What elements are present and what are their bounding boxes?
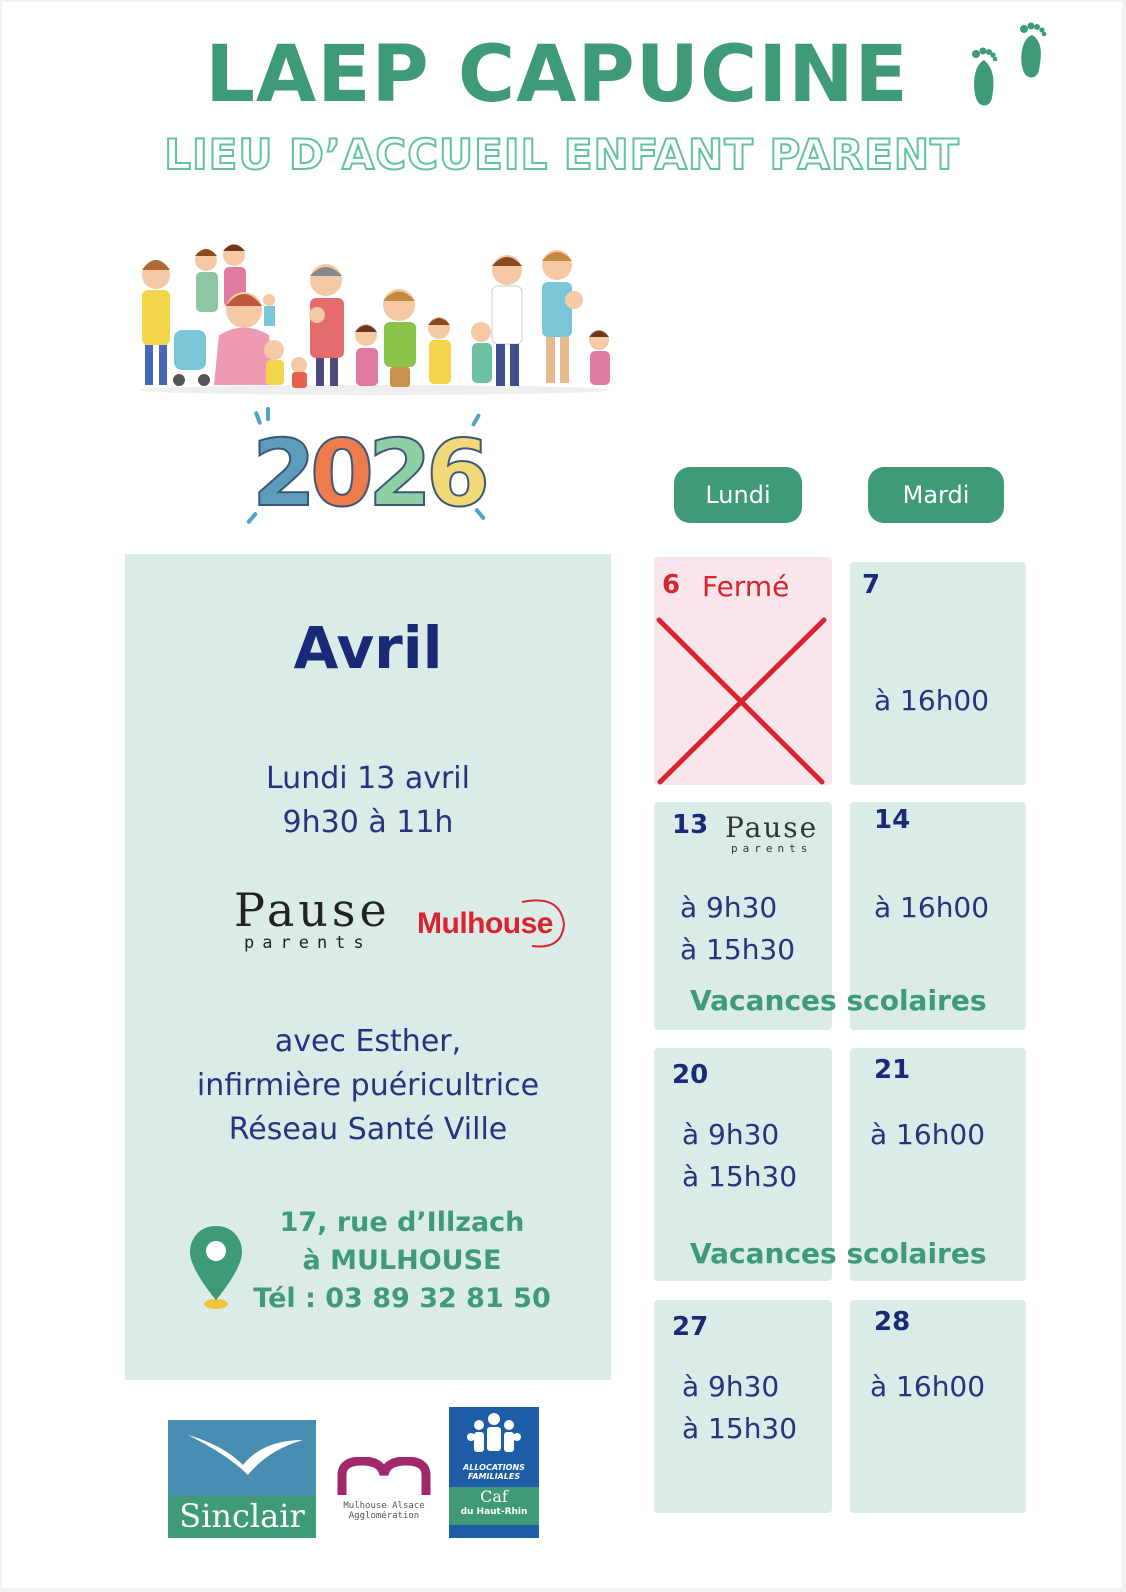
poster xyxy=(2,2,1122,1588)
year-digit-1: 2 xyxy=(252,420,311,527)
session-time: à 16h00 xyxy=(874,891,990,924)
caf-line3: Caf xyxy=(480,1487,508,1506)
poster-subtitle: LIEU D’ACCUEIL ENFANT PARENT xyxy=(164,130,960,179)
session-time: à 15h30 xyxy=(682,1160,798,1193)
school-holidays-note: Vacances scolaires xyxy=(690,1237,987,1270)
session-time: à 15h30 xyxy=(682,1412,798,1445)
seagull-icon xyxy=(168,1420,316,1490)
year-graphic xyxy=(242,407,492,532)
year-digit-2: 0 xyxy=(310,420,369,527)
mulhouse-logo: Mulhouse xyxy=(417,907,553,940)
closed-label: Fermé xyxy=(702,570,790,603)
sinclair-logo xyxy=(168,1420,316,1538)
session-time: à 9h30 xyxy=(680,891,778,924)
address-line1: 17, rue d’Illzach xyxy=(279,1207,525,1238)
day-number-27: 27 xyxy=(672,1312,709,1342)
phone-number: Tél : 03 89 32 81 50 xyxy=(253,1283,551,1314)
school-holidays-note: Vacances scolaires xyxy=(690,984,987,1017)
with-line1: avec Esther, xyxy=(274,1024,462,1059)
day-number-6: 6 xyxy=(662,570,681,600)
svg-text:2026 xyxy=(252,420,486,527)
day-number-14: 14 xyxy=(874,805,911,835)
day-number-20: 20 xyxy=(672,1060,709,1090)
session-time: à 16h00 xyxy=(870,1370,986,1403)
families-illustration xyxy=(134,240,619,395)
m2a-line2: Agglomération xyxy=(348,1511,420,1521)
pause-logo-sub: parents xyxy=(244,933,372,953)
session-time: à 15h30 xyxy=(680,933,796,966)
day-header-monday: Lundi xyxy=(674,467,802,523)
caf-line1: ALLOCATIONS xyxy=(463,1463,525,1472)
pause-parents-small-logo xyxy=(725,811,825,864)
event-date: Lundi 13 avril xyxy=(266,761,470,796)
day-header-tuesday: Mardi xyxy=(868,467,1004,523)
day-number-13: 13 xyxy=(672,810,709,840)
session-time: à 16h00 xyxy=(874,684,990,717)
day-number-21: 21 xyxy=(874,1055,911,1085)
event-time: 9h30 à 11h xyxy=(282,805,454,840)
sinclair-label: Sinclair xyxy=(168,1496,316,1538)
pause-small-word: Pause xyxy=(725,811,819,844)
session-time: à 9h30 xyxy=(682,1370,780,1403)
poster-title: LAEP CAPUCINE xyxy=(205,30,909,120)
pause-logo-word: Pause xyxy=(234,883,391,937)
session-time: à 16h00 xyxy=(870,1118,986,1151)
m2a-m-icon xyxy=(334,1457,434,1497)
day-number-28: 28 xyxy=(874,1307,911,1337)
with-line2: infirmière puéricultrice xyxy=(196,1068,540,1103)
pause-parents-logo xyxy=(234,883,391,962)
caf-logo xyxy=(449,1407,539,1538)
session-time: à 9h30 xyxy=(682,1118,780,1151)
with-line3: Réseau Santé Ville xyxy=(228,1112,508,1147)
caf-line4: du Haut-Rhin xyxy=(460,1507,528,1517)
m2a-line1: Mulhouse Alsace xyxy=(343,1501,425,1511)
address-line2: à MULHOUSE xyxy=(302,1245,502,1276)
caf-line2: FAMILIALES xyxy=(467,1472,521,1481)
closed-cross-icon xyxy=(654,612,832,787)
year-digit-3: 2 xyxy=(368,420,427,527)
month-title: Avril xyxy=(293,614,443,682)
pause-small-sub: parents xyxy=(731,842,813,855)
footprints-icon xyxy=(962,20,1062,120)
m2a-logo xyxy=(334,1457,434,1537)
mulhouse-gear-icon xyxy=(512,894,572,954)
day-number-7: 7 xyxy=(862,570,881,600)
caf-family-icon xyxy=(449,1407,539,1459)
year-digit-4: 6 xyxy=(426,420,485,527)
